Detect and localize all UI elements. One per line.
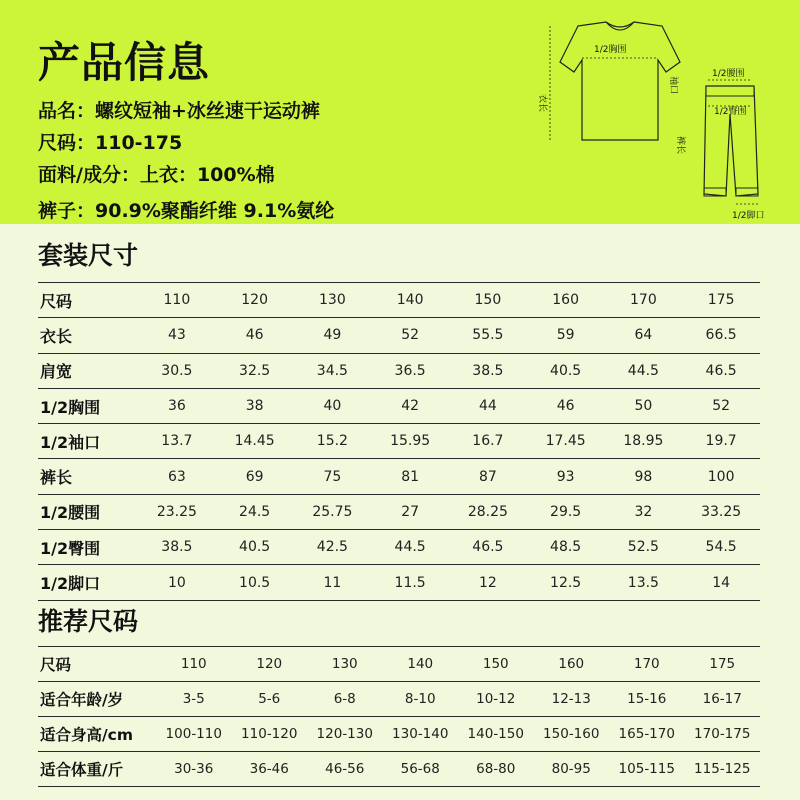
table-cell: 42 — [401, 398, 420, 415]
table-cell: 100-110 — [165, 726, 222, 742]
table-cell: 170 — [630, 292, 657, 309]
table-cell: 6-8 — [333, 691, 356, 707]
table-cell: 44 — [478, 398, 497, 415]
table-cell: 36.5 — [394, 362, 426, 379]
table-cell: 46.5 — [472, 539, 504, 556]
page-title: 产品信息 — [38, 38, 211, 87]
table-cell: 115-125 — [694, 761, 751, 777]
set-size-title: 套装尺寸 — [38, 241, 139, 270]
table-row — [38, 388, 760, 423]
table-cell: 40 — [323, 398, 342, 415]
table-cell: 46.5 — [705, 362, 737, 379]
table-cell: 11.5 — [394, 574, 426, 591]
table-cell: 160 — [558, 656, 585, 672]
table-cell: 66.5 — [705, 327, 737, 344]
table-cell: 170 — [633, 656, 660, 672]
table-cell: 38 — [245, 398, 264, 415]
table-row — [38, 646, 760, 681]
table-cell: 15.2 — [316, 433, 348, 450]
table-cell: 75 — [323, 468, 342, 485]
table-cell: 38.5 — [161, 539, 193, 556]
row-label: 肩宽 — [40, 362, 73, 382]
table-cell: 56-68 — [400, 761, 440, 777]
table-cell: 130-140 — [392, 726, 449, 742]
table-cell: 49 — [323, 327, 342, 344]
shirt-length-label: 衣长 — [537, 94, 547, 113]
recommend-size-title: 推荐尺码 — [38, 607, 139, 636]
table-cell: 19.7 — [705, 433, 737, 450]
pants-length-label: 裤长 — [675, 136, 685, 155]
table-cell: 15.95 — [390, 433, 431, 450]
table-row — [38, 564, 760, 600]
table-cell: 160 — [552, 292, 579, 309]
table-cell: 52 — [712, 398, 731, 415]
table-row — [38, 282, 760, 317]
table-cell: 52 — [401, 327, 420, 344]
table-cell: 40.5 — [239, 539, 271, 556]
row-label: 1/2胸围 — [40, 397, 101, 417]
table-cell: 63 — [167, 468, 186, 485]
table-cell: 165-170 — [618, 726, 675, 742]
table-cell: 38.5 — [472, 362, 504, 379]
table-cell: 140-150 — [467, 726, 524, 742]
table-cell: 10.5 — [239, 574, 271, 591]
table-cell: 140 — [407, 656, 434, 672]
table-cell: 59 — [556, 327, 575, 344]
table-row — [38, 529, 760, 564]
row-label: 1/2袖口 — [40, 432, 101, 452]
ankle-label: 1/2脚口 — [732, 211, 765, 221]
table-cell: 16-17 — [702, 691, 742, 707]
table-cell: 23.25 — [156, 503, 197, 520]
table-cell: 10-12 — [476, 691, 516, 707]
table-row — [38, 494, 760, 529]
table-cell: 44.5 — [627, 362, 659, 379]
table-cell: 3-5 — [182, 691, 205, 707]
table-cell: 32.5 — [239, 362, 271, 379]
table-cell: 140 — [396, 292, 424, 309]
table-cell: 100 — [707, 468, 735, 485]
recommend-size-table — [38, 646, 760, 787]
table-row — [38, 716, 760, 751]
table-cell: 29.5 — [550, 503, 582, 520]
shirt-outline-icon — [560, 22, 680, 140]
row-label: 1/2臀围 — [40, 538, 101, 558]
table-cell: 98 — [634, 468, 653, 485]
table-cell: 175 — [709, 656, 736, 672]
table-cell: 120 — [256, 656, 283, 672]
table-cell: 43 — [167, 327, 186, 344]
table-cell: 25.75 — [312, 503, 353, 520]
table-cell: 16.7 — [472, 433, 504, 450]
shirt-chest-label: 1/2胸围 — [594, 45, 627, 55]
pants-outline-icon — [704, 86, 758, 196]
table-row — [38, 751, 760, 787]
table-row — [38, 353, 760, 388]
table-cell: 10 — [167, 574, 186, 591]
table-cell: 80-95 — [551, 761, 591, 777]
table-cell: 15-16 — [627, 691, 667, 707]
table-cell: 120-130 — [316, 726, 373, 742]
table-cell: 42.5 — [316, 539, 348, 556]
table-cell: 27 — [401, 503, 420, 520]
table-cell: 110 — [180, 656, 207, 672]
table-cell: 150 — [482, 656, 509, 672]
table-cell: 52.5 — [627, 539, 659, 556]
table-cell: 175 — [707, 292, 735, 309]
table-cell: 81 — [401, 468, 420, 485]
table-cell: 14.45 — [234, 433, 275, 450]
table-cell: 105-115 — [618, 761, 675, 777]
table-cell: 34.5 — [316, 362, 348, 379]
row-label: 尺码 — [40, 291, 73, 311]
table-cell: 36-46 — [249, 761, 289, 777]
hip-label: 1/2臀围 — [714, 107, 747, 117]
table-cell: 46 — [556, 398, 575, 415]
table-cell: 110 — [163, 292, 191, 309]
table-cell: 48.5 — [550, 539, 582, 556]
table-cell: 5-6 — [258, 691, 281, 707]
table-cell: 32 — [634, 503, 653, 520]
table-cell: 18.95 — [623, 433, 664, 450]
table-cell: 170-175 — [694, 726, 751, 742]
table-cell: 30-36 — [174, 761, 214, 777]
table-cell: 46 — [245, 327, 264, 344]
table-cell: 55.5 — [472, 327, 504, 344]
garment-diagram — [528, 14, 800, 224]
waist-label: 1/2腰围 — [712, 69, 745, 79]
table-cell: 93 — [556, 468, 575, 485]
table-cell: 24.5 — [239, 503, 271, 520]
size-range: 尺码：110-175 — [38, 132, 183, 154]
size-diagram — [528, 14, 800, 224]
table-cell: 36 — [167, 398, 186, 415]
table-cell: 12.5 — [550, 574, 582, 591]
table-cell: 120 — [241, 292, 268, 309]
row-label: 适合体重/斤 — [40, 761, 124, 779]
product-name: 品名：螺纹短袖+冰丝速干运动裤 — [38, 100, 320, 122]
table-cell: 68-80 — [476, 761, 516, 777]
table-cell: 30.5 — [161, 362, 193, 379]
table-cell: 17.45 — [545, 433, 586, 450]
row-label: 适合身高/cm — [40, 726, 134, 744]
pants-material-info: 裤子：90.9%聚酯纤维 9.1%氨纶 — [38, 200, 335, 222]
table-cell: 46-56 — [325, 761, 365, 777]
table-cell: 14 — [712, 574, 731, 591]
table-cell: 11 — [323, 574, 342, 591]
table-cell: 8-10 — [404, 691, 436, 707]
table-cell: 87 — [478, 468, 497, 485]
table-cell: 50 — [634, 398, 653, 415]
table-cell: 33.25 — [701, 503, 742, 520]
row-label: 裤长 — [40, 468, 73, 488]
sleeve-label: 袖口 — [668, 76, 678, 95]
table-cell: 110-120 — [241, 726, 298, 742]
row-label: 1/2腰围 — [40, 503, 101, 523]
row-label: 衣长 — [40, 326, 73, 346]
material-info: 面料/成分：上衣：100%棉 — [38, 164, 275, 186]
table-cell: 130 — [331, 656, 358, 672]
table-cell: 44.5 — [394, 539, 426, 556]
table-row — [38, 681, 760, 716]
table-cell: 12 — [478, 574, 497, 591]
table-cell: 150 — [474, 292, 502, 309]
table-cell: 130 — [319, 292, 346, 309]
table-cell: 40.5 — [550, 362, 582, 379]
row-label: 1/2脚口 — [40, 574, 101, 594]
table-cell: 12-13 — [551, 691, 591, 707]
row-label: 适合年龄/岁 — [40, 691, 124, 709]
table-cell: 64 — [634, 327, 653, 344]
table-cell: 69 — [245, 468, 264, 485]
table-row — [38, 458, 760, 493]
table-row — [38, 423, 760, 458]
row-label: 尺码 — [40, 656, 72, 674]
table-cell: 150-160 — [543, 726, 600, 742]
table-row — [38, 317, 760, 352]
table-cell: 54.5 — [705, 539, 737, 556]
table-cell: 13.7 — [161, 433, 193, 450]
set-size-table — [38, 282, 760, 601]
table-cell: 13.5 — [627, 574, 659, 591]
table-cell: 28.25 — [467, 503, 508, 520]
